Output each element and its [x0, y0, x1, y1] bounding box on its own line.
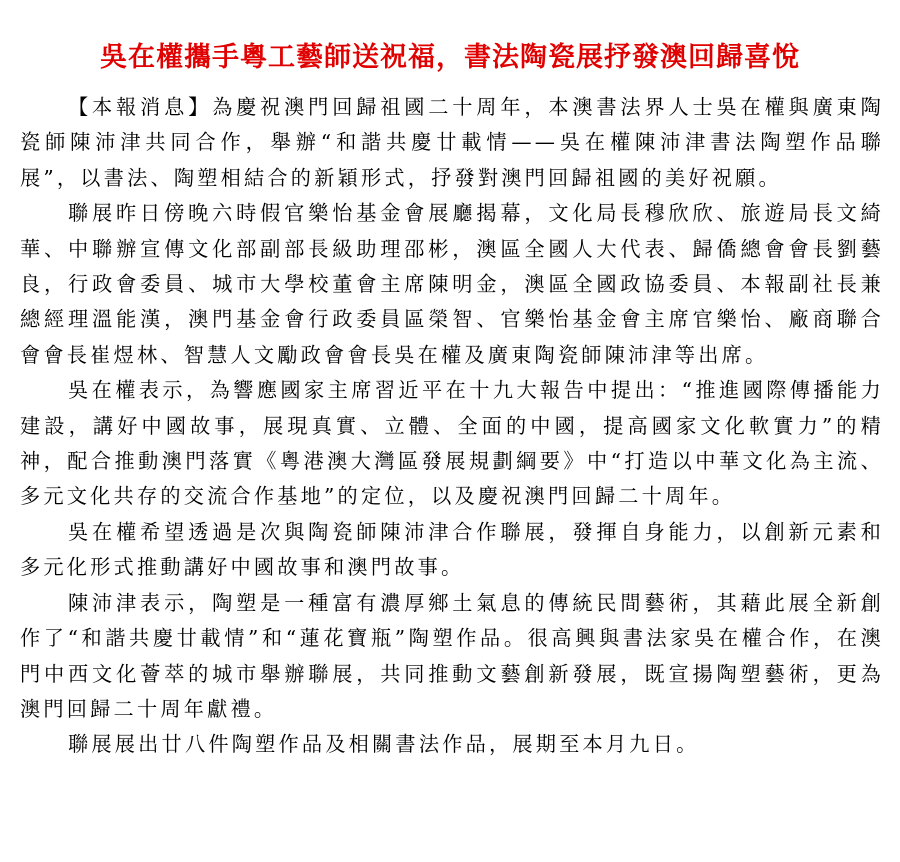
article-paragraph: 聯展昨日傍晚六時假官樂怡基金會展廳揭幕，文化局長穆欣欣、旅遊局長文綺華、中聯辦宣傳文化部副部長級助理邵彬，澳區全國人大代表、歸僑總會會長劉藝良，行政會委員、城市大學校董會主席陳明金，澳區全國政協委員、本報副社長兼總經理溫能漢，澳門基金會行政委員區榮智、官樂怡基金會主席官樂怡、廠商聯合會會長崔煜林、智慧人文勵政會會長吳在權及廣東陶瓷師陳沛津等出席。: [20, 201, 884, 367]
article-paragraph: 吳在權表示，為響應國家主席習近平在十九大報告中提出：“推進國際傳播能力建設，講好中國故事，展現真實、立體、全面的中國，提高國家文化軟實力”的精神，配合推動澳門落實《粵港澳大灣區發展規劃綱要》中“打造以中華文化為主流、多元文化共存的交流合作基地”的定位，以及慶祝澳門回歸二十周年。: [20, 378, 884, 509]
article-headline: 吳在權攜手粵工藝師送祝福，書法陶瓷展抒發澳回歸喜悅: [100, 42, 800, 74]
article-paragraph: 吳在權希望透過是次與陶瓷師陳沛津合作聯展，發揮自身能力，以創新元素和多元化形式推動講好中國故事和澳門故事。: [20, 519, 884, 580]
article-body: [20, 90, 884, 763]
article-paragraph: 聯展展出廿八件陶塑作品及相關書法作品，展期至本月九日。: [68, 732, 700, 757]
article-paragraph: 【本報消息】為慶祝澳門回歸祖國二十周年，本澳書法界人士吳在權與廣東陶瓷師陳沛津共同合作，舉辦“和諧共慶廿載情——吳在權陳沛津書法陶塑作品聯展”，以書法、陶塑相結合的新穎形式，抒發對澳門回歸祖國的美好祝願。: [20, 95, 884, 190]
article-paragraph: 陳沛津表示，陶塑是一種富有濃厚鄉土氣息的傳統民間藝術，其藉此展全新創作了“和諧共慶廿載情”和“蓮花寶瓶”陶塑作品。很高興與書法家吳在權合作，在澳門中西文化薈萃的城市舉辦聯展，共同推動文藝創新發展，既宣揚陶塑藝術，更為澳門回歸二十周年獻禮。: [20, 590, 884, 721]
